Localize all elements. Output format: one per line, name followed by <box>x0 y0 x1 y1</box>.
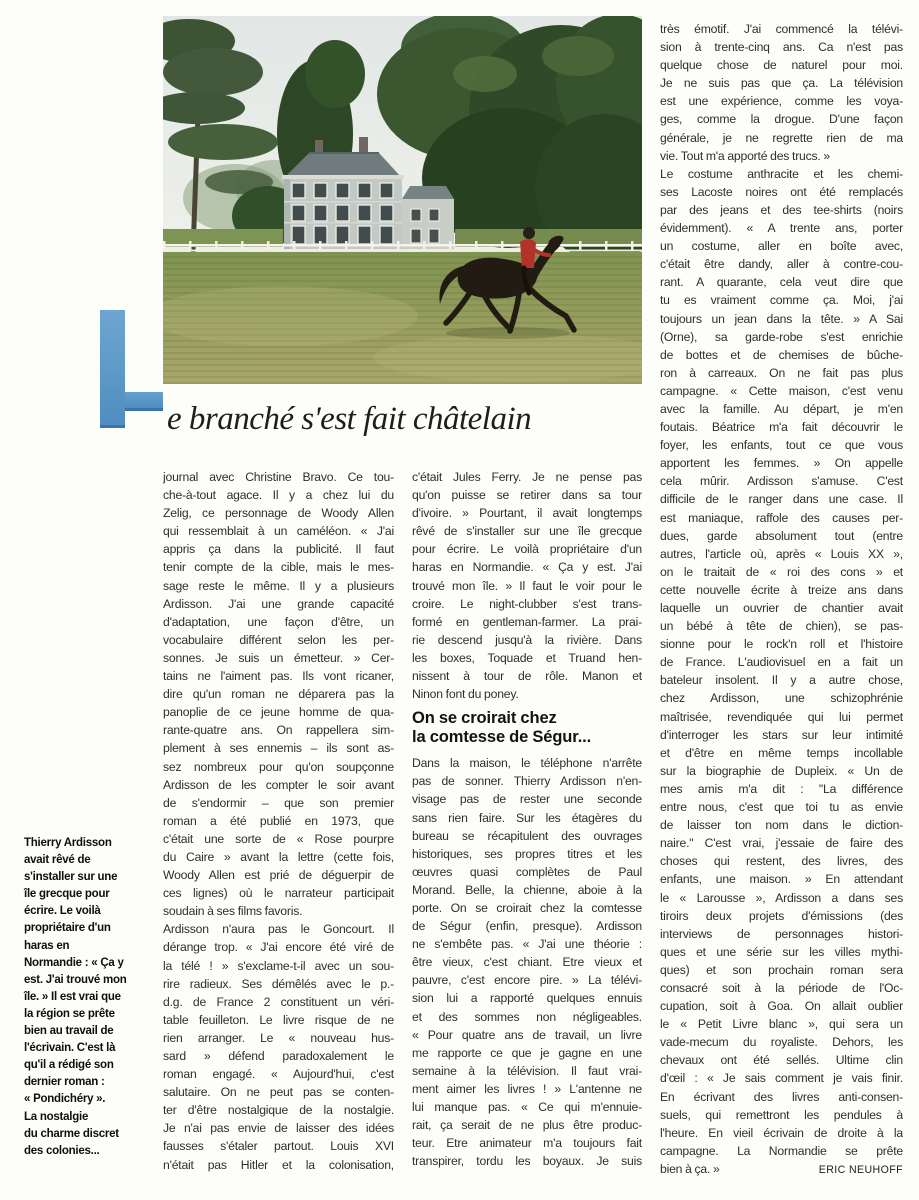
article-headline: e branché s'est fait châtelain <box>167 401 532 437</box>
text-line: cela mûrir. Ardisson s'amuse. C'est <box>660 474 903 489</box>
body-column-2 <box>412 468 642 1170</box>
text-line: campagne. « Cette maison, c'est venu <box>660 383 903 398</box>
text-line: rire radieux. Ses démêlés avec le p.- <box>163 976 394 991</box>
text-line: par des jeans et des tee-shirts (noirs <box>660 202 903 217</box>
text-line: ces lignes) où le narrateur participait <box>163 886 394 901</box>
text-line: ques et une série sur les villes mythi- <box>660 944 903 959</box>
text-line: naire." C'est vrai, j'essaie de faire des <box>660 836 903 851</box>
text-line: Le costume anthracite et les chemi- <box>660 166 903 181</box>
text-line: Normandie : « Ça y <box>24 956 124 969</box>
text-line: propriétaire d'un <box>24 922 111 935</box>
text-line: foutais. Béatrice m'a fait découvrir le <box>660 420 903 435</box>
text-line: est. J'ai trouvé mon <box>24 973 127 986</box>
text-line: ne s'embête pas. « J'ai une théorie : <box>412 937 642 952</box>
text-line: sionne pour le rock'n roll et l'histoire <box>660 637 903 652</box>
text-line: porte. On se croirait chez la comtesse <box>412 900 642 915</box>
text-line: haras en <box>24 939 70 952</box>
text-line: évidemment). « A trente ans, porter <box>660 221 903 236</box>
text-line: visage pas de rester une seconde <box>412 792 642 807</box>
text-line: sur la biographie de Dupleix. « Un de <box>660 763 903 778</box>
text-line: l'écrivain. C'est là <box>24 1042 116 1055</box>
text-line: croire. Le night-clubber s'est trans- <box>412 596 642 611</box>
closing-text: bien à ça. » <box>660 1161 720 1176</box>
text-line: roman engagé. « Aujourd'hui, c'est <box>163 1067 394 1082</box>
text-line: difficile de le ranger dans une case. Il <box>660 492 903 507</box>
drop-cap-foot <box>125 392 163 411</box>
text-line: lui manque pas. « Ce qui m'ennuie- <box>412 1100 642 1114</box>
text-line: sion à trente-cinq ans. Ca n'est pas <box>660 40 903 55</box>
text-line: c'était Jules Ferry. Je ne pense pas <box>412 470 642 484</box>
text-line: maîtrisée, revendiquée qui lui permet <box>660 709 903 724</box>
text-line: semaine à la télévision. Il faut vrai- <box>412 1063 642 1078</box>
text-line: Ardisson n'aura pas le Goncourt. Il <box>163 922 394 937</box>
column-2-bottom <box>412 754 642 1170</box>
text-line: d'ivoire. » Pourtant, il avait longtemps <box>412 506 642 521</box>
text-line: le « Petit Livre blanc », qui sera un <box>660 1017 903 1032</box>
text-line: bureau se récapitulent des ouvrages <box>412 828 642 843</box>
text-line: rien arranger. Le « nouveau hus- <box>163 1030 394 1045</box>
closing-line <box>660 1160 903 1178</box>
text-line: qui ressemblait à un caméléon. « J'ai <box>163 524 394 539</box>
text-line: un bébé à tête de chien), se pas- <box>660 619 903 634</box>
body-column-1 <box>163 468 394 1174</box>
text-line: rante-quatre ans. On rappellera sim- <box>163 723 394 738</box>
text-line: campagne. La Normandie se prête <box>660 1143 903 1158</box>
text-line: cupation, soit à Goa. On allait oublier <box>660 999 903 1014</box>
text-line: la comtesse de Ségur... <box>412 727 592 746</box>
text-line: Morand. Belle, la chienne, aboie à la <box>412 882 642 897</box>
text-line: En écrivant des livres anti-consen- <box>660 1089 903 1104</box>
text-line: dérange trop. « J'ai encore été viré de <box>163 940 394 955</box>
text-line: (Orne), sa garde-robe s'est enrichie <box>660 329 903 344</box>
text-line: historiques, ses propres titres et les <box>412 846 642 861</box>
text-line: salutaire. On ne peut pas se conten- <box>163 1085 394 1100</box>
text-line: plement à ses ennemis – ils sont as- <box>163 741 394 756</box>
text-line: rie descend jusqu'à la rivière. Dans <box>412 632 642 647</box>
text-line: Thierry Ardisson <box>24 837 112 849</box>
text-line: ges, comme la drogue. D'une façon <box>660 112 903 127</box>
text-line: d'adaptation, une façon d'être, un <box>163 614 394 629</box>
text-line: des colonies... <box>24 1144 100 1157</box>
text-line: Dans la maison, le téléphone n'arrête <box>412 756 642 771</box>
text-line: panoplie de ce jeune homme de qua- <box>163 705 394 720</box>
text-line: île. » Il est vrai que <box>24 990 121 1003</box>
column-3-lines <box>660 20 903 1160</box>
text-line: fausses s'étaler partout. Louis XVI <box>163 1139 394 1154</box>
text-line: dernier roman : <box>24 1076 105 1089</box>
text-line: avec la famille. Au départ, je m'en <box>660 401 903 416</box>
text-line: pour écrire. Le voilà propriétaire d'un <box>412 542 642 557</box>
text-line: suels, qui remettront les pendules à <box>660 1107 903 1122</box>
column-2-top <box>412 468 642 703</box>
text-line: tains ne l'aiment pas. Ils vont ricaner, <box>163 669 394 684</box>
text-line: les boxes, Toquade et Truand hen- <box>412 650 642 665</box>
text-line: sez nombreux pour qu'on soupçonne <box>163 759 394 774</box>
text-line: La nostalgie <box>24 1110 89 1123</box>
text-line: Ardisson de les compter le soir avant <box>163 777 394 792</box>
text-line: la télé ! » s'exclame-t-il avec un sou- <box>163 958 394 973</box>
text-line: bien au travail de <box>24 1025 114 1038</box>
text-line: c'était une sorte de « Rose pourpre <box>163 831 394 846</box>
text-line: un costume, aller en boîte avec, <box>660 239 903 254</box>
text-line: d'œil : « Je sais comment je vais finir. <box>660 1071 903 1086</box>
text-line: tu es vraiment comme ça. Moi, j'ai <box>660 293 903 308</box>
text-line: che-à-tout agace. Il y a chez lui du <box>163 488 394 503</box>
text-line: entre nous, c'est que toi tu as envie <box>660 800 903 815</box>
text-line: c'était être dandy, aller à contre-cou- <box>660 257 903 272</box>
text-line: qu'il a rédigé son <box>24 1059 114 1072</box>
text-line: bateleur insolent. Il y a autre chose, <box>660 673 903 688</box>
chateau-photo-art <box>163 16 642 384</box>
text-line: rêvé de s'installer sur une île grecque <box>412 524 642 539</box>
text-line: tenir compte de la cible, mais le mes- <box>163 560 394 575</box>
text-line: sion lui a rapporté quelques ennuis <box>412 991 642 1006</box>
text-line: vade-mecum du royaliste. Dehors, les <box>660 1035 903 1050</box>
drop-cap-bar <box>100 310 125 428</box>
text-line: formé en gentleman-farmer. La prai- <box>412 614 642 629</box>
section-subhead <box>412 709 642 746</box>
text-line: sans rien faire. Sur les étagères du <box>412 810 642 825</box>
text-line: et d'être en même temps incollable <box>660 745 903 760</box>
text-line: « Pondichéry ». <box>24 1093 106 1106</box>
text-line: teur. Etre animateur m'a toujours fait <box>412 1136 642 1151</box>
text-line: est une expérience, comme les voya- <box>660 94 903 109</box>
text-line: Zelig, ce personnage de Woody Allen <box>163 506 394 521</box>
chateau-photo <box>163 16 642 384</box>
text-line: laquelle un ouvrier de chantier avait <box>660 601 903 615</box>
text-line: Woody Allen est prié de déguerpir de <box>163 868 394 883</box>
text-line: vie. Tout m'a apporté des trucs. » <box>660 148 831 163</box>
text-line: « Pour quatre ans de travail, un livre <box>412 1027 642 1042</box>
text-line: On se croirait chez <box>412 709 557 728</box>
text-line: qu'on puisse se retirer dans sa tour <box>412 488 642 503</box>
text-line: du Caire » avant la lettre (cette fois, <box>163 849 394 864</box>
text-line: roman a été publié en 1973, que <box>163 813 394 828</box>
text-line: interviews de personnages histori- <box>660 926 903 941</box>
text-line: œuvres quasi complètes de Paul <box>412 864 642 879</box>
text-line: Je n'ai pas envie de laisser des idées <box>163 1121 394 1136</box>
text-line: rant. A quarante, cela veut dire que <box>660 275 903 290</box>
text-line: ses Lacoste noires ont été remplacés <box>660 184 903 199</box>
text-line: enfants, une maison. » En attendant <box>660 872 903 887</box>
text-line: s'installer sur une <box>24 871 118 884</box>
text-line: écrire. Le voilà <box>24 905 101 918</box>
text-line: haras en Normandie. « Ça y est. J'ai <box>412 560 642 575</box>
text-line: sard » défend paradoxalement le <box>163 1049 394 1063</box>
text-line: cette nouvelle écrite à treize ans dans <box>660 582 903 597</box>
text-line: vocabulaire différent selon les per- <box>163 632 394 647</box>
text-line: Je ne suis pas que ça. La télévision <box>660 76 903 91</box>
rider-head <box>523 227 535 239</box>
text-line: chez Ardisson, une schizophrénie <box>660 691 903 706</box>
text-line: île grecque pour <box>24 888 110 901</box>
text-line: d'interroger les stars sur leur intimité <box>660 727 903 742</box>
text-line: ron à carreaux. On ne fait pas plus <box>660 365 903 380</box>
text-line: pas de sonner. Thierry Ardisson n'en- <box>412 774 642 789</box>
text-line: ques) et son prochain roman sera <box>660 962 903 977</box>
text-line: de s'endormir – que son premier <box>163 795 394 810</box>
text-line: journal avec Christine Bravo. Ce tou- <box>163 470 394 484</box>
text-line: de bottes et de chemises de bûche- <box>660 347 903 362</box>
rider-red-shirt <box>520 239 536 268</box>
text-line: du charme discret <box>24 1127 119 1140</box>
text-line: appris ça dans la publicité. Il faut <box>163 542 394 557</box>
text-line: générale, je ne regrette rien de ma <box>660 130 903 145</box>
text-line: toujours un jean dans la tête. » A Sai <box>660 311 903 326</box>
text-line: table feuilleton. Le livre risque de ne <box>163 1012 394 1027</box>
text-line: l'heure. En vieil écrivain de droite à la <box>660 1125 903 1140</box>
text-line: nissent à tour de rôle. Manon et <box>412 669 642 684</box>
text-line: et des sommes non négligeables. <box>412 1009 642 1024</box>
text-line: on le traitait de « roi des cons » et <box>660 564 903 579</box>
text-line: sage reste le même. Il y a plusieurs <box>163 578 394 593</box>
text-line: dire qu'un roman ne déparera pas la <box>163 687 394 702</box>
text-line: Ardisson. J'ai une grande capacité <box>163 596 394 611</box>
text-line: foyer, les enfants, tout ce que vous <box>660 438 903 453</box>
text-line: être vieux, c'est chiant. Etre vieux et <box>412 955 642 970</box>
text-line: apportent les femmes. » On appelle <box>660 456 903 471</box>
text-line: autres, l'article où, après « Louis XX », <box>660 546 903 561</box>
text-line: ment aimer les livres ! » L'antenne ne <box>412 1081 642 1096</box>
body-column-3 <box>660 20 903 1178</box>
text-line: me rapporte ce que je gagne en une <box>412 1045 642 1060</box>
text-line: tiroirs deux projets d'émissions (des <box>660 908 903 923</box>
text-line: rait, ça serait de ne plus être produc- <box>412 1118 642 1133</box>
text-line: choses qui restent, des livres, des <box>660 854 903 869</box>
standfirst-caption <box>24 835 146 1160</box>
text-line: le « Larousse », Ardisson a dans ses <box>660 890 903 905</box>
text-line: soudain à ses films favoris. <box>163 904 303 919</box>
text-line: de France. L'audiovisuel en a fait un <box>660 655 903 670</box>
text-line: avait rêvé de <box>24 854 91 867</box>
text-line: consacré soit à la période de l'Oc- <box>660 980 903 995</box>
text-line: très émotif. J'ai commencé la télévi- <box>660 22 903 36</box>
text-line: quelque chose de naturel pour moi. <box>660 58 903 73</box>
text-line: chevaux ont été sellés. Ultime clin <box>660 1053 903 1068</box>
text-line: dues, garde absolument tout (entre <box>660 528 903 543</box>
text-line: la région se prête <box>24 1007 115 1020</box>
text-line: de Ségur (enfin, presque). Ardisson <box>412 919 642 934</box>
text-line: n'était pas Hitler et la colonisation, <box>163 1157 394 1172</box>
text-line: transpirer, tordu les boyaux. Je suis <box>412 1154 642 1169</box>
text-line: est maniaque, raffole des causes per- <box>660 510 903 525</box>
author-byline: ERIC NEUHOFF <box>818 1163 903 1176</box>
text-line: pauvre, c'est encore pire. » La télévi- <box>412 973 642 988</box>
text-line: ter d'être nostalgique de la nostalgie. <box>163 1103 394 1118</box>
text-line: mes amis m'a dit : "La différence <box>660 781 903 796</box>
text-line: Ninon font du poney. <box>412 687 519 702</box>
text-line: d.g. de France 2 constituent un véri- <box>163 994 394 1009</box>
text-line: trouvé mon île. » Il faut le voir pour le <box>412 578 642 593</box>
fence <box>163 241 642 252</box>
text-line: de laisser ton nom dans le diction- <box>660 818 903 833</box>
text-line: sonnes. Je suis un émetteur. » Cer- <box>163 650 394 665</box>
